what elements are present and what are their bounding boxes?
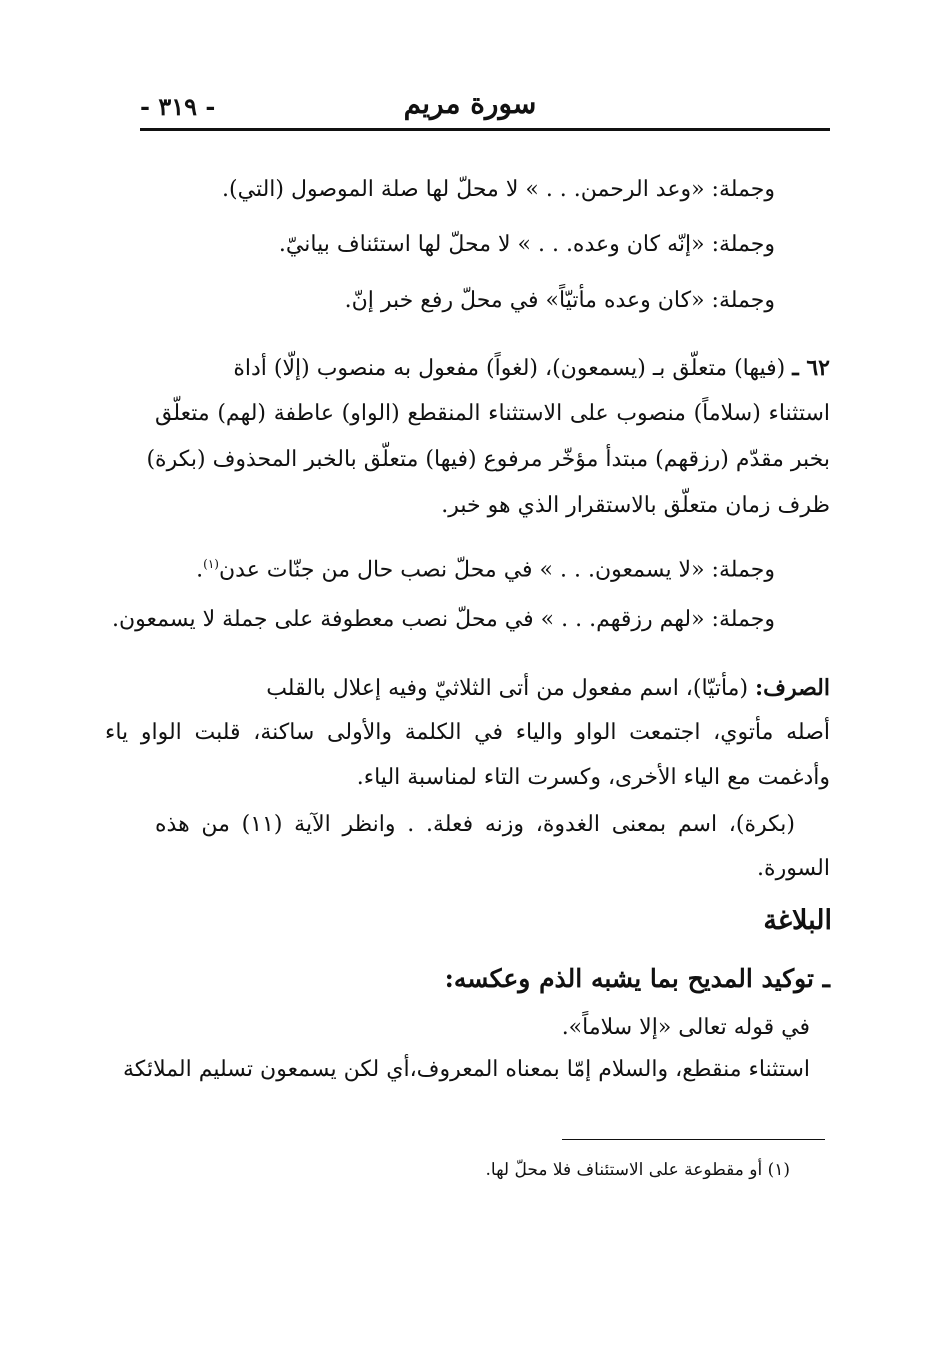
sarf-label: الصرف: <box>755 675 830 701</box>
footnote-marker: (١) <box>203 557 219 571</box>
page-title: سورة مريم <box>403 87 537 120</box>
footnote: (١) أو مقطوعة على الاستئناف فلا محلّ لها. <box>485 1160 790 1180</box>
sentence-line: وجملة: «وعد الرحمن. . . » لا محلّ لها صلة الموصول (التي). <box>222 177 775 202</box>
header-divider <box>140 128 830 131</box>
balagha-line: في قوله تعالى «إلا سلاماً». <box>561 1015 810 1040</box>
section-heading: البلاغة <box>763 905 832 936</box>
sentence-line: وجملة: «كان وعده مأتيّاً» في محلّ رفع خبر إنّ. <box>344 288 775 313</box>
sentence-line: وجملة: «إنّه كان وعده. . . » لا محلّ لها استئناف بيانيّ. <box>278 232 775 257</box>
sarf-text: (مأتيّا)، اسم مفعول من أتى الثلاثيّ وفيه إعلال بالقلب <box>266 676 749 701</box>
verse-line <box>155 354 830 383</box>
sarf-line: (بكرة)، اسم بمعنى الغدوة، وزنه فعلة. . وانظر الآية (١١) من هذه <box>155 812 795 837</box>
verse-line: استثناء (سلاماً) منصوب على الاستثناء المنقطع (الواو) عاطفة (لهم) متعلّق <box>155 401 830 426</box>
sentence-text: وجملة: «لا يسمعون. . . » في محلّ نصب حال من جنّات عدن <box>218 557 775 583</box>
verse-number: ٦٢ ـ <box>792 355 830 381</box>
verse-text: (فيها) متعلّق بـ (يسمعون)، (لغواً) مفعول به منصوب (إلّا) أداة <box>233 356 786 381</box>
verse-line: بخبر مقدّم (رزقهم) مبتدأ مؤخّر مرفوع (فيها) متعلّق بالخبر المحذوف (بكرة) <box>146 447 830 472</box>
sentence-line: وجملة: «لا يسمعون. . . » في محلّ نصب حال من جنّات عدن$^{(١)}$. <box>196 557 775 583</box>
sarf-line: السورة. <box>757 856 830 881</box>
sentence-line: وجملة: «لهم رزقهم. . . » في محلّ نصب معطوفة على جملة لا يسمعون. <box>112 607 775 632</box>
sarf-line: وأدغمت مع الياء الأخرى، وكسرت التاء لمناسبة الياء. <box>356 765 830 790</box>
sarf-line: أصله مأتوي، اجتمعت الواو والياء في الكلمة والأولى ساكنة، قلبت الواو ياء <box>105 720 830 745</box>
page-number: - ٣١٩ - <box>140 92 216 121</box>
sarf-line <box>155 674 830 703</box>
footnote-divider <box>562 1139 825 1140</box>
balagha-line: استثناء منقطع، والسلام إمّا بمعناه المعروف،أي لكن يسمعون تسليم الملائكة <box>123 1057 810 1082</box>
section-subheading: ـ توكيد المديح بما يشبه الذم وعكسه: <box>444 964 830 993</box>
verse-line: ظرف زمان متعلّق بالاستقرار الذي هو خبر. <box>441 493 830 518</box>
